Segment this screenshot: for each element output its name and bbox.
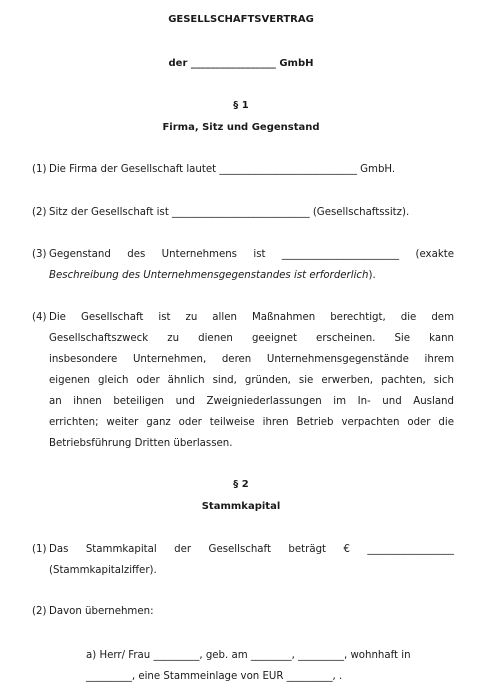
company-name-line: der _________________ GmbH bbox=[168, 58, 314, 69]
section-2-paragraph-2 bbox=[32, 601, 454, 622]
paragraph-line: eigenen gleich oder ähnlich sind, gründen, sie erwerben, pachten, sich bbox=[49, 375, 454, 386]
paragraph-line: Betriebsführung Dritten überlassen. bbox=[49, 438, 233, 449]
paragraph-line: Die Gesellschaft ist zu allen Maßnahmen berechtigt, die dem bbox=[49, 312, 454, 323]
paragraph-line: an ihnen beteiligen und Zweigniederlassungen im In- und Ausland bbox=[49, 396, 454, 407]
paragraph-number: (2) bbox=[32, 606, 47, 617]
italic-placeholder-note: Beschreibung des Unternehmensgegenstandes ist erforderlich bbox=[49, 270, 369, 281]
paragraph-line: Das Stammkapital der Gesellschaft beträgt € _________________ bbox=[49, 544, 454, 555]
paragraph-text: Die Firma der Gesellschaft lautet ___________________________ GmbH. bbox=[49, 164, 396, 175]
paragraph-line bbox=[49, 265, 454, 286]
paragraph-number: (1) bbox=[32, 164, 47, 175]
section-1-paragraph-2 bbox=[32, 202, 454, 223]
paragraph-line: insbesondere Unternehmen, deren Unternehmensgegenstände ihrem bbox=[49, 354, 454, 365]
paragraph-line: (Stammkapitalziffer). bbox=[49, 565, 157, 576]
section-2-heading: Stammkapital bbox=[201, 501, 281, 512]
section-2-paragraph-1 bbox=[32, 539, 454, 581]
section-1-number: § 1 bbox=[233, 100, 249, 111]
section-1-heading: Firma, Sitz und Gegenstand bbox=[162, 122, 320, 133]
paragraph-number: (1) bbox=[32, 544, 47, 555]
paragraph-line-tail: ). bbox=[368, 270, 376, 281]
section-2-number: § 2 bbox=[233, 479, 249, 490]
section-1-paragraph-4 bbox=[32, 307, 454, 454]
paragraph-line: Gesellschaftszweck zu dienen geeignet erscheinen. Sie kann bbox=[49, 333, 454, 344]
paragraph-number: (3) bbox=[32, 249, 47, 260]
paragraph-text: Sitz der Gesellschaft ist ___________________________ (Gesellschaftssitz). bbox=[49, 207, 410, 218]
shareholder-line: _________, eine Stammeinlage von EUR _________, . bbox=[86, 671, 343, 682]
shareholder-item-a bbox=[86, 645, 456, 687]
paragraph-line: errichten; weiter ganz oder teilweise ihren Betrieb verpachten oder die bbox=[49, 417, 454, 428]
document-title: GESELLSCHAFTSVERTRAG bbox=[168, 14, 314, 25]
paragraph-line: Gegenstand des Unternehmens ist _______________________ (exakte bbox=[49, 249, 454, 260]
paragraph-number: (4) bbox=[32, 312, 47, 323]
paragraph-text: Davon übernehmen: bbox=[49, 606, 154, 617]
section-1-paragraph-3 bbox=[32, 244, 454, 286]
paragraph-number: (2) bbox=[32, 207, 47, 218]
shareholder-line: a) Herr/ Frau _________, geb. am ________, _________, wohnhaft in bbox=[86, 650, 411, 661]
section-1-paragraph-1 bbox=[32, 159, 454, 180]
